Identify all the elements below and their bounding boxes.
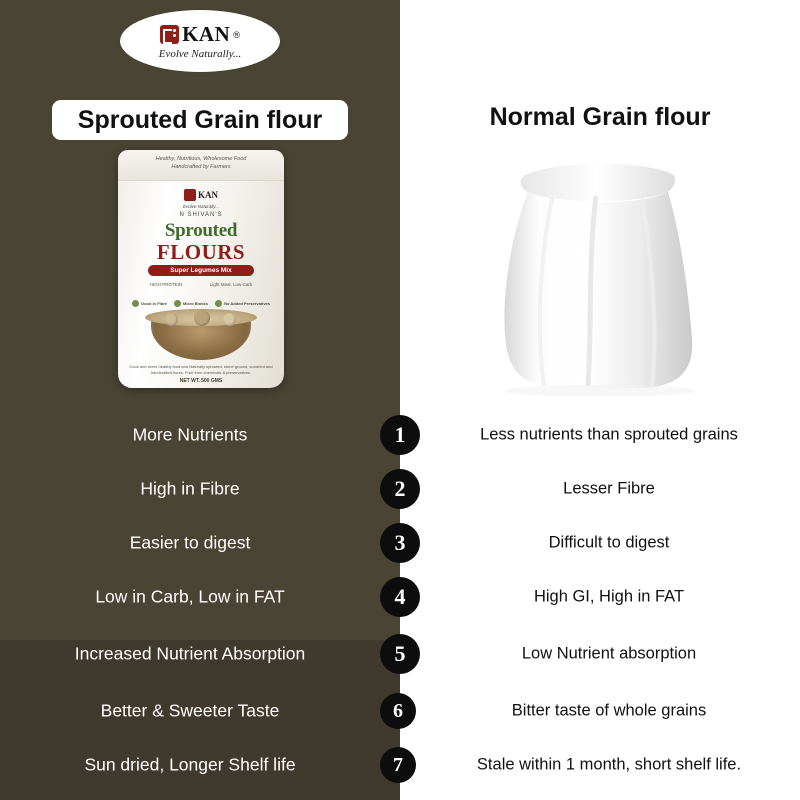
sprouted-benefit-2: High in Fibre — [140, 478, 240, 499]
row-number-1: 1 — [380, 415, 420, 455]
comparison-list — [0, 408, 800, 792]
package-footer-note: Cook and serve healthy food and Naturally sprouted, stone ground, sundried and handcrafted flours. Free from chemicals & preservatives. — [129, 364, 273, 375]
package-brand-tagline: Evolve Naturally... — [183, 204, 219, 209]
brand-name: KAN — [182, 22, 231, 46]
microbe-icon — [174, 300, 181, 307]
package-top-line-2: Handcrafted by Farmers — [171, 164, 231, 170]
sprouted-benefit-7: Sun dried, Longer Shelf life — [84, 754, 296, 775]
heading-sprouted: Sprouted Grain flour — [52, 100, 348, 140]
heading-normal: Normal Grain flour — [489, 103, 711, 131]
package-title-sprouted: Sprouted — [164, 220, 238, 241]
grain-mound-3 — [223, 313, 236, 326]
grain-bowl-image — [151, 316, 251, 360]
normal-drawback-6: Bitter taste of whole grains — [511, 701, 707, 720]
sprouted-benefit-5: Increased Nutrient Absorption — [74, 643, 306, 664]
brand-logo — [120, 10, 280, 72]
no-preservatives-icon — [215, 300, 222, 307]
package-title-flours: FLOURS — [156, 240, 246, 264]
row-number-6: 6 — [380, 693, 416, 729]
grain-mound-1 — [165, 313, 178, 326]
row-number-7: 7 — [380, 747, 416, 783]
package-brand-name: KAN — [198, 189, 218, 200]
normal-drawback-4: High GI, High in FAT — [533, 587, 685, 606]
comparison-row — [0, 570, 800, 624]
package-badge-1 — [174, 300, 208, 307]
package-badge-0 — [132, 300, 167, 307]
row-number-2: 2 — [380, 469, 420, 509]
comparison-row — [0, 516, 800, 570]
package-badge-label-2: No Added Preservatives — [224, 301, 270, 306]
package-claim-1: Light Meal, Low Carb — [209, 282, 253, 287]
comparison-row — [0, 462, 800, 516]
package-claim-0: HIGH PROTEIN — [149, 282, 183, 287]
package-brand-logo — [118, 186, 284, 209]
normal-drawback-3: Difficult to digest — [548, 533, 670, 552]
sprouted-benefit-1: More Nutrients — [132, 424, 248, 445]
package-badge-label-1: Micro Biotics — [183, 301, 209, 306]
package-kan-logo-icon — [184, 189, 196, 201]
normal-drawback-5: Low Nutrient absorption — [521, 644, 697, 663]
comparison-row — [0, 684, 800, 738]
sprouted-flour-package — [118, 150, 284, 388]
normal-drawback-1: Less nutrients than sprouted grains — [480, 425, 738, 444]
normal-drawback-7: Stale within 1 month, short shelf life. — [476, 755, 742, 774]
package-badge-2 — [215, 300, 270, 307]
sprouted-benefit-3: Easier to digest — [129, 532, 251, 553]
normal-flour-package — [492, 148, 707, 396]
package-net-weight: NET WT. 500 GMS — [179, 378, 223, 384]
row-number-4: 4 — [380, 577, 420, 617]
comparison-row — [0, 738, 800, 792]
normal-drawback-2: Lesser Fibre — [563, 479, 655, 498]
brand-logo-row — [160, 22, 240, 47]
package-claims — [136, 282, 266, 287]
kan-logo-icon — [160, 25, 179, 44]
package-owner-line: N SHIVAN'S — [179, 212, 223, 218]
package-badge-label-0: Good in Fibre — [141, 301, 167, 306]
sprouted-benefit-6: Better & Sweeter Taste — [100, 700, 280, 721]
sprouted-benefit-4: Low in Carb, Low in FAT — [95, 586, 285, 607]
leaf-icon — [132, 300, 139, 307]
registered-mark: ® — [233, 29, 240, 40]
brand-tagline: Evolve Naturally... — [158, 48, 242, 60]
package-variant: Super Legumes Mix — [148, 265, 254, 276]
row-number-5: 5 — [380, 634, 420, 674]
grain-mound-2 — [194, 310, 210, 326]
comparison-row — [0, 624, 800, 684]
package-badges — [132, 300, 270, 307]
package-top-line-1: Healthy, Nutritious, Wholesome Food — [155, 156, 247, 162]
comparison-row — [0, 408, 800, 462]
row-number-3: 3 — [380, 523, 420, 563]
